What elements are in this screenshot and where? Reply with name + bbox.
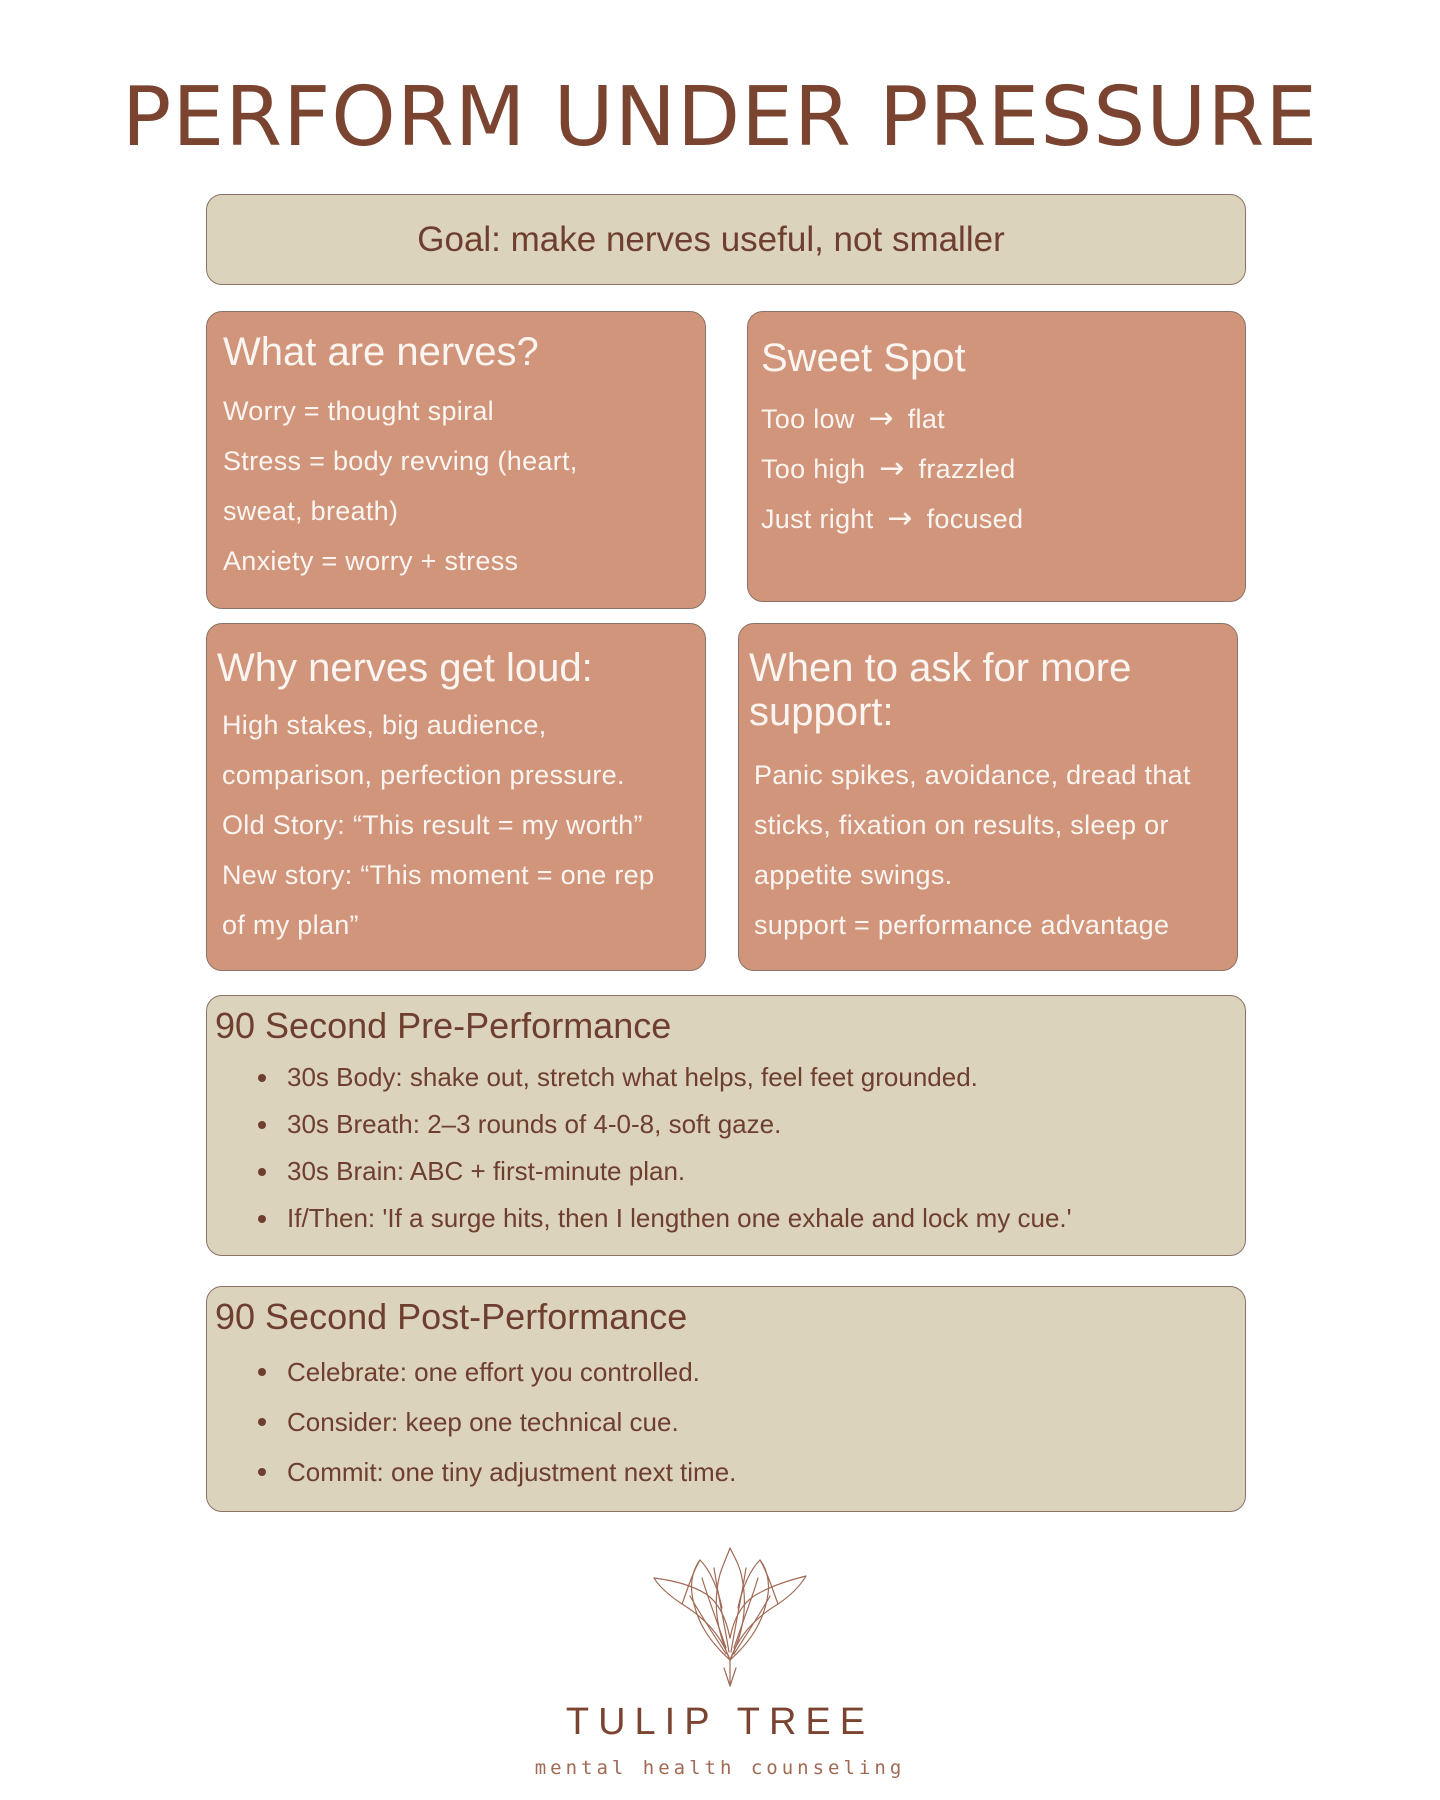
brand-tagline: mental health counseling (534, 1757, 906, 1779)
bullet-icon (258, 1168, 266, 1176)
why-loud-line: New story: “This moment = one rep (222, 860, 655, 890)
sweet-spot-level: Too low (761, 404, 855, 434)
post-performance-title: 90 Second Post-Performance (215, 1296, 688, 1337)
sweet-spot-result: flat (907, 404, 945, 434)
arrow-right-icon: → (879, 451, 905, 486)
why-loud-title: Why nerves get loud: (217, 646, 593, 690)
goal-text: Goal: make nerves useful, not smaller (417, 219, 1005, 259)
page-title: PERFORM UNDER PRESSURE (121, 70, 1319, 165)
bullet-icon (258, 1121, 266, 1129)
why-loud-line: High stakes, big audience, (222, 710, 547, 740)
sweet-spot-title: Sweet Spot (761, 336, 966, 380)
pre-performance-item (215, 1148, 1245, 1195)
pre-performance-item-text: 30s Body: shake out, stretch what helps, feel feet grounded. (287, 1062, 978, 1092)
support-title-line: When to ask for more (749, 646, 1132, 690)
sweet-spot-row (761, 444, 1245, 494)
sweet-spot-row (761, 394, 1245, 444)
pre-performance-item (215, 1054, 1245, 1101)
goal-banner (206, 194, 1246, 285)
bullet-icon (258, 1368, 266, 1376)
why-loud-line: of my plan” (222, 910, 359, 940)
bullet-icon (258, 1468, 266, 1476)
sweet-spot-card (747, 311, 1246, 602)
tulip-logo (630, 1538, 830, 1688)
support-line: sticks, fixation on results, sleep or (754, 810, 1169, 840)
support-title-line: support: (749, 690, 894, 734)
bullet-icon (258, 1215, 266, 1223)
post-performance-card (206, 1286, 1246, 1512)
post-performance-item (215, 1347, 1245, 1397)
post-performance-item-text: Consider: keep one technical cue. (287, 1407, 679, 1437)
support-title (749, 646, 1237, 734)
pre-performance-item-text: If/Then: 'If a surge hits, then I lengthen one exhale and lock my cue.' (287, 1203, 1072, 1233)
sweet-spot-result: frazzled (918, 454, 1016, 484)
arrow-right-icon: → (887, 501, 913, 536)
tulip-icon (630, 1538, 830, 1688)
bullet-icon (258, 1418, 266, 1426)
brand-name: TULIP TREE (565, 1701, 875, 1743)
pre-performance-title: 90 Second Pre-Performance (215, 1005, 672, 1046)
support-line: support = performance advantage (754, 910, 1170, 940)
pre-performance-item-text: 30s Brain: ABC + first-minute plan. (287, 1156, 686, 1186)
sweet-spot-row (761, 494, 1245, 544)
nerves-line: Stress = body revving (heart, (223, 446, 578, 476)
nerves-line: sweat, breath) (223, 496, 399, 526)
bullet-icon (258, 1074, 266, 1082)
sweet-spot-level: Just right (761, 504, 874, 534)
why-loud-line: comparison, perfection pressure. (222, 760, 625, 790)
nerves-line: Worry = thought spiral (223, 396, 494, 426)
post-performance-item-text: Celebrate: one effort you controlled. (287, 1357, 700, 1387)
nerves-line: Anxiety = worry + stress (223, 546, 519, 576)
pre-performance-item-text: 30s Breath: 2–3 rounds of 4-0-8, soft gaze. (287, 1109, 782, 1139)
post-performance-item (215, 1447, 1245, 1497)
nerves-card (206, 311, 706, 609)
why-loud-card (206, 623, 706, 971)
support-card (738, 623, 1238, 971)
pre-performance-item (215, 1195, 1245, 1242)
pre-performance-item (215, 1101, 1245, 1148)
post-performance-item-text: Commit: one tiny adjustment next time. (287, 1457, 737, 1487)
post-performance-item (215, 1397, 1245, 1447)
nerves-title: What are nerves? (223, 330, 539, 374)
arrow-right-icon: → (868, 401, 894, 436)
sweet-spot-result: focused (926, 504, 1024, 534)
pre-performance-card (206, 995, 1246, 1256)
sweet-spot-level: Too high (761, 454, 866, 484)
support-line: Panic spikes, avoidance, dread that (754, 760, 1191, 790)
why-loud-line: Old Story: “This result = my worth” (222, 810, 643, 840)
support-line: appetite swings. (754, 860, 953, 890)
